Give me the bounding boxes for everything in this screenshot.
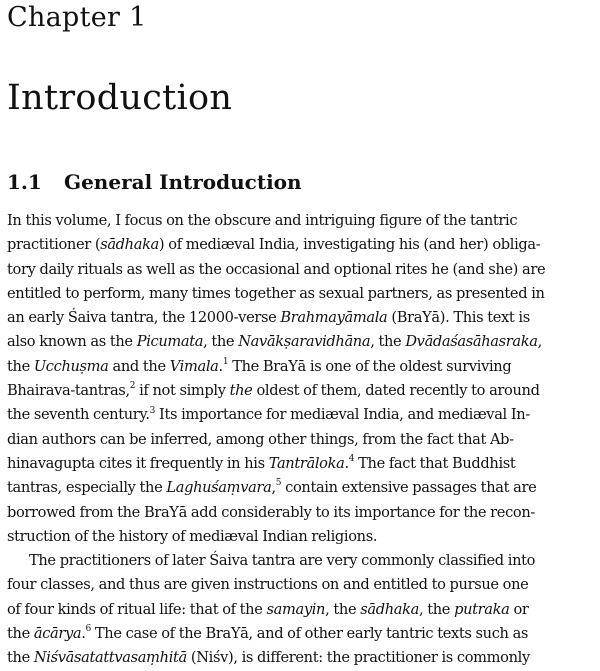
text-run: .	[344, 454, 349, 472]
italic-term: Tantrāloka	[268, 454, 345, 472]
text-run: the seventh century.	[7, 406, 150, 424]
text-run: oldest of them, dated recently to around	[252, 382, 540, 400]
text-run: tantras, especially the	[7, 479, 167, 497]
italic-term: samayin	[266, 600, 326, 618]
text-run: ) of mediæval India, investigating his (and her) obliga-	[158, 236, 541, 254]
text-line	[7, 549, 595, 573]
text-run: ,	[271, 479, 276, 497]
text-line	[7, 622, 595, 646]
footnote-ref: 1	[222, 356, 229, 367]
text-line	[7, 379, 595, 403]
text-run: entitled to perform, many times together as sexual partners, as presented in	[7, 284, 545, 302]
text-run: the	[7, 649, 34, 667]
italic-term: Dvādaśasāhasraka	[405, 333, 538, 351]
text-run: four classes, and thus are given instructions on and entitled to pursue one	[7, 576, 529, 594]
text-line	[7, 452, 595, 476]
text-line	[7, 258, 595, 282]
chapter-title: Introduction	[7, 78, 233, 118]
footnote-ref: 4	[348, 454, 355, 465]
text-run: .	[218, 357, 223, 375]
text-run: practitioner (	[7, 236, 101, 254]
italic-term: ācārya	[33, 625, 82, 643]
text-run: of four kinds of ritual life: that of the	[7, 600, 267, 618]
text-line	[7, 525, 595, 549]
text-run: (BraYā). This text is	[387, 309, 530, 327]
text-line	[7, 282, 595, 306]
italic-term: Brahmayāmala	[280, 309, 388, 327]
italic-term: the	[229, 382, 253, 400]
text-run: also known as the	[7, 333, 137, 351]
text-run: tory daily rituals as well as the occasional and optional rites he (and she) are	[7, 260, 546, 278]
text-run: , the	[325, 600, 361, 618]
text-run: The practitioners of later Śaiva tantra are very commonly classified into	[29, 552, 536, 570]
text-run: and the	[108, 357, 170, 375]
italic-term: sādhaka	[360, 600, 419, 618]
text-line	[7, 646, 595, 670]
text-run: an early Śaiva tantra, the 12000-verse	[7, 309, 281, 327]
text-line	[7, 501, 595, 525]
text-line	[7, 233, 595, 257]
italic-term: Picumata	[136, 333, 204, 351]
text-line	[7, 598, 595, 622]
text-line	[7, 209, 595, 233]
italic-term: putraka	[454, 600, 510, 618]
text-run: the	[7, 357, 34, 375]
chapter-label: Chapter 1	[7, 2, 147, 33]
text-run: , the	[203, 333, 239, 351]
text-line	[7, 403, 595, 427]
text-line	[7, 428, 595, 452]
text-run: dian authors can be inferred, among other things, from the fact that Ab-	[7, 430, 514, 448]
text-run: borrowed from the BraYā add considerably to its importance for the recon-	[7, 503, 535, 521]
footnote-ref: 2	[129, 381, 136, 392]
section-title: General Introduction	[64, 170, 302, 194]
italic-term: Ucchuṣma	[33, 357, 109, 375]
italic-term: Navākṣaravidhāna	[238, 333, 371, 351]
text-run: if not simply	[135, 382, 230, 400]
italic-term: Vimala	[169, 357, 219, 375]
italic-term: sādhaka	[100, 236, 159, 254]
text-line	[7, 573, 595, 597]
text-run: ,	[537, 333, 542, 351]
text-line	[7, 306, 595, 330]
text-run: The case of the BraYā, and of other early tantric texts such as	[90, 625, 529, 643]
text-run: The fact that Buddhist	[354, 454, 516, 472]
body-text	[7, 209, 595, 671]
text-run: contain extensive passages that are	[281, 479, 537, 497]
text-run: Its importance for mediæval India, and mediæval In-	[155, 406, 530, 424]
text-line	[7, 476, 595, 500]
footnote-ref: 3	[149, 405, 156, 416]
footnote-ref: 5	[275, 478, 282, 489]
italic-term: Laghuśaṃvara	[166, 479, 272, 497]
text-run: , the	[418, 600, 455, 618]
text-run: Bhairava-tantras,	[7, 382, 130, 400]
text-run: struction of the history of mediæval Indian religions.	[7, 527, 378, 545]
italic-term: Niśvāsatattvasaṃhitā	[33, 649, 187, 667]
section-heading	[7, 170, 302, 194]
footnote-ref: 6	[85, 624, 91, 635]
text-run: or	[509, 600, 529, 618]
text-run: hinavagupta cites it frequently in his	[7, 454, 269, 472]
text-run: (Niśv), is different: the practitioner is commonly	[186, 649, 530, 667]
text-line	[7, 355, 595, 379]
text-run: .	[81, 625, 86, 643]
text-run: In this volume, I focus on the obscure and intriguing figure of the tantric	[7, 212, 518, 229]
text-run: , the	[370, 333, 406, 351]
text-line	[7, 330, 595, 354]
text-run: the	[7, 625, 34, 643]
section-number: 1.1	[7, 170, 42, 194]
text-run: The BraYā is one of the oldest surviving	[228, 357, 512, 375]
